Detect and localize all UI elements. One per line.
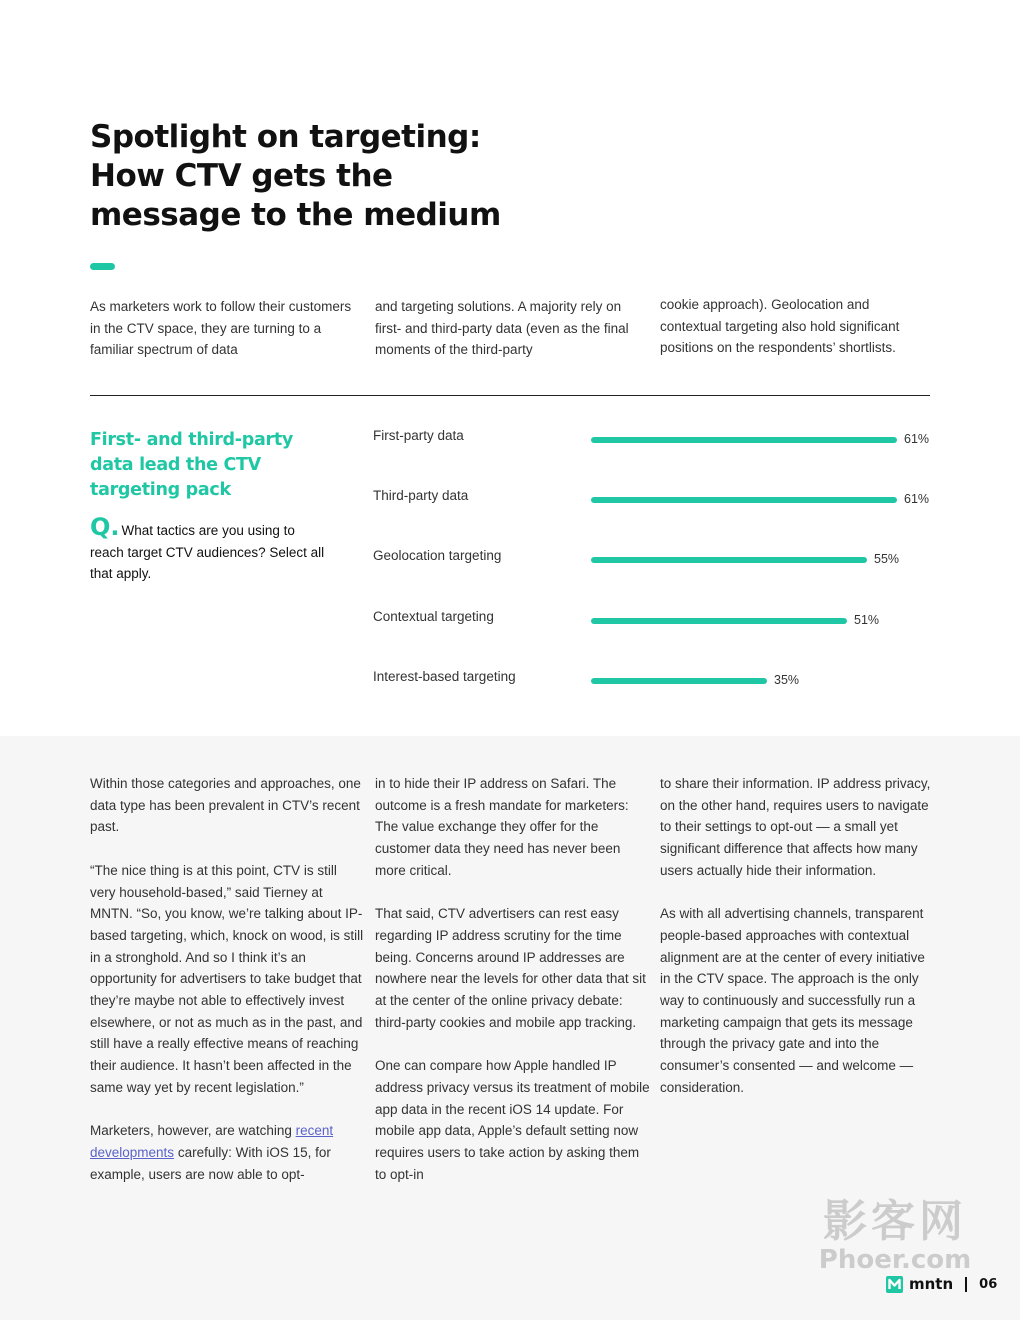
body-paragraph: to share their information. IP address privacy, on the other hand, requires users to navigate to their settings to opt-out — a small yet significant difference that affects how many users actually hide their information.	[660, 776, 931, 878]
bar-value-label: 35%	[774, 672, 800, 687]
section-divider	[90, 395, 930, 396]
watermark-line-2: Phoer.com	[818, 1245, 972, 1275]
bar-label: Geolocation targeting	[373, 548, 502, 564]
bar-value-label: 55%	[874, 552, 900, 567]
body-column-2	[375, 773, 650, 1207]
page-number: 06	[979, 1276, 998, 1292]
body-text: carefully: With iOS 15, for example, users are now able to opt-	[90, 1144, 331, 1182]
body-text: Marketers, however, are watching	[90, 1123, 296, 1139]
intro-column-3: cookie approach). Geolocation and contextual targeting also hold significant positions on the respondents’ shortlists.	[660, 297, 900, 356]
page-footer	[886, 1273, 997, 1295]
bar	[591, 618, 847, 624]
bar	[591, 497, 897, 503]
recent-developments-link[interactable]: recent developments	[90, 1123, 334, 1160]
intro-column-2: and targeting solutions. A majority rely on first- and third-party data (even as the final moments of the third-party	[375, 299, 629, 358]
bar-label: First-party data	[373, 428, 464, 443]
question-mark-label: Q.	[90, 513, 120, 541]
title-line-1: Spotlight on targeting:	[90, 119, 481, 155]
body-column-1	[90, 773, 365, 1207]
mntn-logo-icon	[886, 1276, 903, 1293]
footer-separator	[965, 1277, 967, 1292]
question-text: What tactics are you using to reach target CTV audiences? Select all that apply.	[90, 523, 325, 581]
survey-question	[90, 513, 330, 585]
bar-label: Contextual targeting	[373, 608, 494, 624]
intro-column-1: As marketers work to follow their customers in the CTV space, they are turning to a familiar spectrum of data	[90, 299, 352, 358]
accent-dash	[90, 263, 115, 270]
title-line-2: How CTV gets the	[90, 158, 393, 194]
watermark-line-1: 影客网	[823, 1196, 967, 1247]
bar-value-label: 61%	[904, 492, 930, 507]
body-paragraph: in to hide their IP address on Safari. The outcome is a fresh mandate for marketers: The value exchange they offer for the customer data they need has never been more critical.	[375, 776, 629, 878]
bar	[591, 557, 867, 563]
body-paragraph: One can compare how Apple handled IP address privacy versus its treatment of mobile app data in the recent iOS 14 update. For mobile app data, Apple’s default setting now requires users to take action by asking them to opt-in	[375, 1058, 650, 1182]
watermark	[810, 1198, 980, 1274]
body-paragraph: “The nice thing is at this point, CTV is still very household-based,” said Tierney at MNTN. “So, you know, we’re talking about IP-based targeting, which, knock on wood, is still in a stronghold. And so I think it’s an opportunity for advertisers to take budget that they’re maybe not able to effectively invest elsewhere, or not as much as in the past, and still have a really effective means of reaching their audience. It hasn’t been affected in the same way yet by recent legislation.”	[90, 862, 364, 1095]
body-paragraph	[90, 1120, 365, 1185]
title-line-3: message to the medium	[90, 197, 501, 233]
bar-value-label: 61%	[904, 432, 930, 446]
chart-heading: First- and third-party data lead the CTV targeting pack	[90, 430, 293, 500]
body-paragraph: That said, CTV advertisers can rest easy regarding IP address scrutiny for the time being. Concerns around IP addresses are nowhere near the levels for other data that sit at the center of the online privacy debate: third-party cookies and mobile app tracking.	[375, 906, 646, 1030]
body-paragraph: As with all advertising channels, transparent people-based approaches with contextual alignment are at the center of every initiative in the CTV space. The approach is the only way to continuously and successfully run a marketing campaign that gets its message through the privacy gate and into the consumer’s consented — and welcome — consideration.	[660, 906, 925, 1095]
body-column-3	[660, 773, 935, 1120]
bar-label: Interest-based targeting	[373, 668, 516, 684]
brand-name: mntn	[909, 1275, 954, 1293]
bar	[591, 678, 767, 684]
bar	[591, 437, 897, 443]
page-title	[90, 118, 650, 235]
bar-label: Third-party data	[373, 488, 469, 504]
bar-value-label: 51%	[854, 612, 880, 627]
body-paragraph: Within those categories and approaches, one data type has been prevalent in CTV’s recent past.	[90, 776, 361, 835]
